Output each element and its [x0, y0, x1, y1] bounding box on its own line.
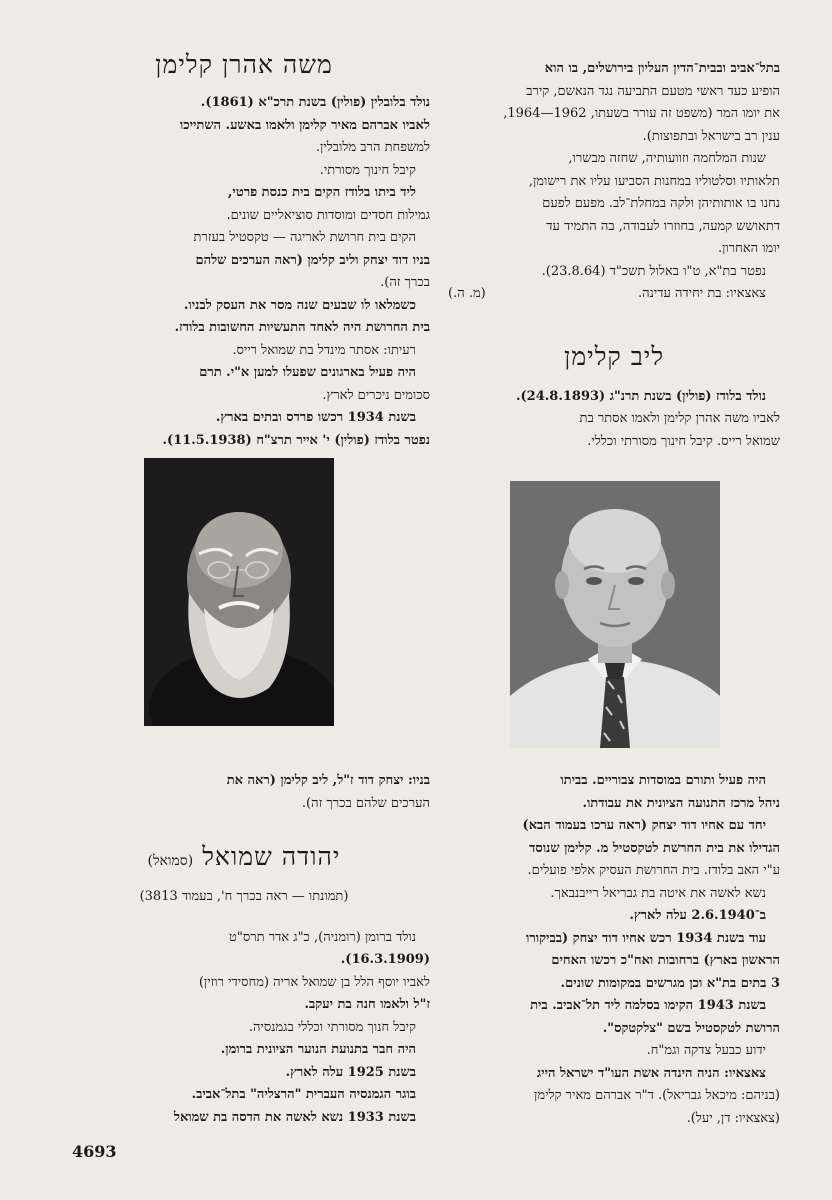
entry-heading-moshe: משה אהרן קלימן — [155, 50, 333, 79]
leib-line: בשנת 1943 הקימו בסלמה ליד תל־אביב. בית — [530, 998, 766, 1013]
entry-heading-leib: ליב קלימן — [563, 341, 665, 371]
moshe-line: גמילות חסדים ומוסדות סוציאליים שונים. — [226, 207, 430, 223]
moshe-line: בניו דוד יצחק וליב קלימן (ראה הערכים שלהם — [195, 252, 430, 268]
leib-line: (צאצאיו: דן, יעל). — [686, 1110, 780, 1126]
moshe-line: למשפחת הרב מלובלין. — [315, 140, 430, 155]
moshe-line: בכרך זה). — [380, 275, 430, 290]
leib-line: נולד בלודז (פולין) בשנת תרנ"ג (24.8.1893). — [515, 388, 766, 404]
yehuda-line: בוגר הגמנסיה העברית "הרצליה" בתל־אביב. — [191, 1087, 416, 1102]
yehuda-line: היה חבר בתנועת הנוער הציונית ברומן. — [220, 1042, 416, 1057]
yehuda-heading-sub: (סמואל) — [147, 853, 194, 869]
leib-line: ע"י האב בלודז. בית החרושת העסיק אלפי פועלים. — [527, 863, 780, 878]
portrait-man-with-tie-image — [510, 481, 720, 748]
moshe-line: נפטר בלודז (פולין) י' אייר תרצ"ח (11.5.1938). — [162, 432, 430, 448]
prev-entry-line: תלאותיו וסלטוליו במחנות הסביעו עליו את רישומן, — [528, 173, 780, 189]
leib-entry-continued — [448, 770, 780, 1130]
prev-entry-line: יומו האחרון. — [717, 241, 780, 256]
leib-line: הגדילו את בית החרשת לטקסטיל מ. קלימן שנוסד — [529, 840, 780, 856]
yehuda-photo-note: (תמונתו — ראה בכרך ח', בעמוד 3813) — [139, 889, 349, 904]
prev-entry-line: נחנו בו אותותיהן ולקה במחלת־לב. מפעם לפעם — [542, 196, 780, 211]
right-column — [448, 58, 780, 453]
leib-line: נשא לאשה את איטה בת גבריאל רייבנבאך. — [550, 885, 766, 901]
moshe-sons-line: הערכים שלהם בכרך זה). — [301, 795, 430, 811]
moshe-line: לאביו אברהם מאיר קלימן ולאמו באשע. השתייכו — [179, 117, 430, 133]
leib-line: לאביו משה אהרן קלימן ולאמו אסתר בת — [579, 411, 780, 426]
prev-entry-line: בתל־אביב ובבית־הדין העליון בירושלים, בו הוא — [544, 61, 780, 76]
moshe-line: קיבל חינוך מסורתי. — [319, 162, 416, 178]
yehuda-line: בשנת 1925 עלה לארץ. — [285, 1064, 416, 1080]
leib-line: עוד בשנת 1934 רכש אחיו דוד יצחק (בביקורו — [526, 930, 766, 946]
leib-line: (בניהם: מיכאל גבריאל). ד"ר אברהם מאיר קלימן — [534, 1088, 780, 1103]
moshe-line: הקים בית חרושת לאריגה — טקסטיל בעזרת — [193, 230, 416, 245]
yehuda-line: לאביו יוסף הלל בן שמואל אריה (מחסידי רוזין) — [198, 974, 430, 990]
prev-entry-line: נפטר בת"א, ט"ו באלול תשכ"ד (23.8.64). — [541, 263, 766, 279]
yehuda-line: ז"ל ולאמו חנה בת יעקב. — [304, 997, 430, 1012]
moshe-line: בית החרושת היה לאחד התעשיות החשובות בלודז. — [174, 320, 430, 335]
prev-entry-line: את יומו המר (משפט זה עורר בשעתו, 1962—1964, — [503, 106, 780, 121]
yehuda-line: נולד ברומן (רומניה), כ"ג אדר תרס"ט — [229, 929, 416, 945]
leib-line: יחד עם אחיו דוד יצחק (ראה ערכו בעמוד הבא) — [522, 818, 766, 833]
portrait-photo-moshe — [144, 458, 334, 726]
yehuda-heading-name: יהודה שמואל — [202, 842, 341, 871]
prev-entry-line — [448, 283, 780, 306]
leib-line: ניהל מרכז התנועה הציונית את עבודתו. — [582, 795, 780, 811]
yehuda-line: קיבל חנוך מסורתי וכללי בגמנסיה. — [248, 1019, 416, 1035]
prev-entry-line: דתאושש קמעה, בחוזרו לעבודה, בה התמיד עד — [546, 218, 780, 234]
leib-line: ידוע כבעל צדקה וגמ"ח. — [646, 1043, 766, 1058]
yehuda-line: (16.3.1909). — [340, 952, 430, 967]
moshe-line: היה פעיל בארגונים שפעלו למען א"י. תרם — [199, 365, 416, 380]
page-number: 4693 — [72, 1142, 117, 1161]
prev-entry-descendants: צאצאיו: בת יחידה עדינה. — [637, 286, 766, 301]
moshe-line: נולד בלובלין (פולין) בשנת תרכ"א (1861). — [200, 95, 430, 110]
moshe-line: בשנת 1934 רכשו פרדס ובתים בארץ. — [215, 410, 416, 425]
leib-line: הראשון בארץ) ברחובות ואח"כ רכשו האחים — [551, 953, 780, 968]
moshe-line: סכומים ניכרים לארץ. — [322, 387, 430, 403]
leib-line: ב־2.6.1940 עלה לארץ. — [629, 908, 766, 923]
moshe-sons-block — [58, 770, 430, 815]
portrait-bearded-man-image — [144, 458, 334, 726]
prev-entry-line: שנות המלחמה וזוועותיה, שחזה מבשרו, — [568, 151, 766, 166]
prev-entry-line: ענין רב בישראל ובתפוצות). — [642, 128, 780, 144]
prev-entry-line: הופיע כעד ראשי מטעם התביעה נגד הנאשם, קירב — [526, 83, 780, 99]
leib-line: שמואל רייס. קיבל חינוך מסורתי וכללי. — [587, 433, 780, 449]
leib-line: 3 בתים בת"א וכן מגרשים במקומות שונים. — [560, 975, 780, 991]
yehuda-line: בשנת 1933 נשא לאשה את הדסה בת שמואל — [173, 1109, 416, 1125]
moshe-line: רעיתו: אסתר מינדל בת שמואל רייס. — [232, 342, 416, 358]
left-column — [58, 50, 430, 452]
leib-line: הרושת לטקסטיל בשם "צלקטקס". — [602, 1020, 780, 1036]
prev-entry-signature: (מ. ה.) — [448, 286, 486, 301]
moshe-line: ליד ביתו בלודז הקים בית כנסת פרטי, — [227, 185, 416, 200]
yehuda-entry — [58, 842, 430, 1129]
leib-line: היה פעיל ותורם במוסדות צבוריים. בביתו — [560, 773, 766, 788]
entry-heading-yehuda — [58, 842, 430, 876]
leib-line: צאצאיו: הניה הינדה אשת העו"ד ישראל הייג — [536, 1065, 766, 1081]
moshe-line: כשמלאו לו שבעים שנה מסר את העסק לבניו. — [183, 297, 416, 313]
moshe-sons-line: בניו: יצחק דוד ז"ל, ליב קלימן (ראה את — [226, 773, 430, 788]
portrait-photo-leib — [510, 481, 720, 748]
